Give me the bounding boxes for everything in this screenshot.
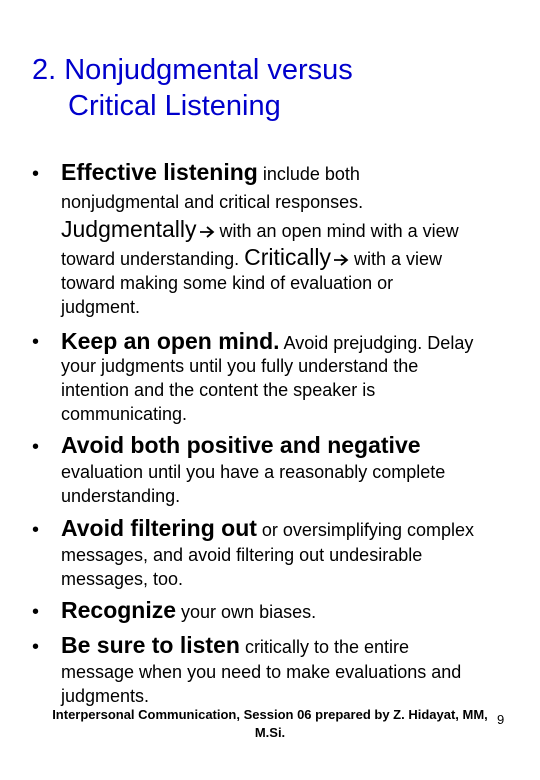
- bullet-2-heading: [61, 328, 531, 355]
- arrow-right-icon: [333, 253, 349, 267]
- slide-title: [32, 52, 353, 124]
- bullet-1-sub-2: [61, 244, 531, 271]
- bullet-3-line-2: understanding.: [61, 486, 181, 506]
- bullet-6-bold: Be sure to listen: [61, 632, 240, 658]
- bullet-2-line-3: communicating.: [61, 404, 188, 424]
- bullet-icon: •: [32, 163, 40, 185]
- bullet-4-tail: or oversimplifying complex: [256, 520, 474, 540]
- page-number: 9: [497, 712, 505, 727]
- bullet-1-bold: Effective listening: [61, 159, 258, 185]
- critically-text: with a view: [349, 249, 443, 269]
- footer-line-2: M.Si.: [254, 725, 286, 740]
- bullet-3-heading: [61, 432, 531, 459]
- arrow-right-icon: [199, 225, 215, 239]
- bullet-2-bold: Keep an open mind.: [61, 328, 280, 354]
- bullet-2-line-1: your judgments until you fully understand the: [61, 356, 419, 376]
- bullet-1-line-1: nonjudgmental and critical responses.: [61, 192, 364, 212]
- bullet-1-sub-4: judgment.: [61, 297, 141, 317]
- bullet-4-bold: Avoid filtering out: [61, 515, 257, 541]
- understanding-text: toward understanding.: [61, 249, 245, 269]
- bullet-3-line-1: evaluation until you have a reasonably complete: [61, 462, 446, 482]
- bullet-6-line-1: message when you need to make evaluations and: [61, 662, 462, 682]
- bullet-1-tail: include both: [257, 164, 360, 184]
- bullet-2-tail: Avoid prejudging. Delay: [279, 333, 474, 353]
- bullet-icon: •: [32, 519, 40, 541]
- judgmentally-label: Judgmentally: [61, 216, 197, 242]
- bullet-5-tail: your own biases.: [176, 602, 317, 622]
- footer-line-1: Interpersonal Communication, Session 06 prepared by Z. Hidayat, MM,: [52, 707, 488, 722]
- bullet-icon: •: [32, 636, 40, 658]
- bullet-3-bold: Avoid both positive and negative: [61, 432, 421, 458]
- bullet-icon: •: [32, 331, 40, 353]
- bullet-1-sub-1: [61, 216, 531, 243]
- bullet-4-line-1: messages, and avoid filtering out undesirable: [61, 545, 423, 565]
- bullet-6-line-2: judgments.: [61, 686, 150, 706]
- judgmentally-text: with an open mind with a view: [214, 221, 459, 241]
- bullet-icon: •: [32, 436, 40, 458]
- title-line-2: Critical Listening: [68, 90, 281, 122]
- critically-label: Critically: [244, 244, 332, 270]
- bullet-6-tail: critically to the entire: [239, 637, 410, 657]
- bullet-6-heading: [61, 632, 531, 659]
- bullet-4-line-2: messages, too.: [61, 569, 184, 589]
- bullet-4-heading: [61, 515, 531, 542]
- bullet-5-heading: [61, 597, 531, 624]
- bullet-2-line-2: intention and the content the speaker is: [61, 380, 376, 400]
- bullet-icon: •: [32, 601, 40, 623]
- bullet-1-heading: [61, 159, 531, 186]
- title-line-1: 2. Nonjudgmental versus: [32, 54, 353, 86]
- bullet-5-bold: Recognize: [61, 597, 177, 623]
- bullet-1-sub-3: toward making some kind of evaluation or: [61, 273, 394, 293]
